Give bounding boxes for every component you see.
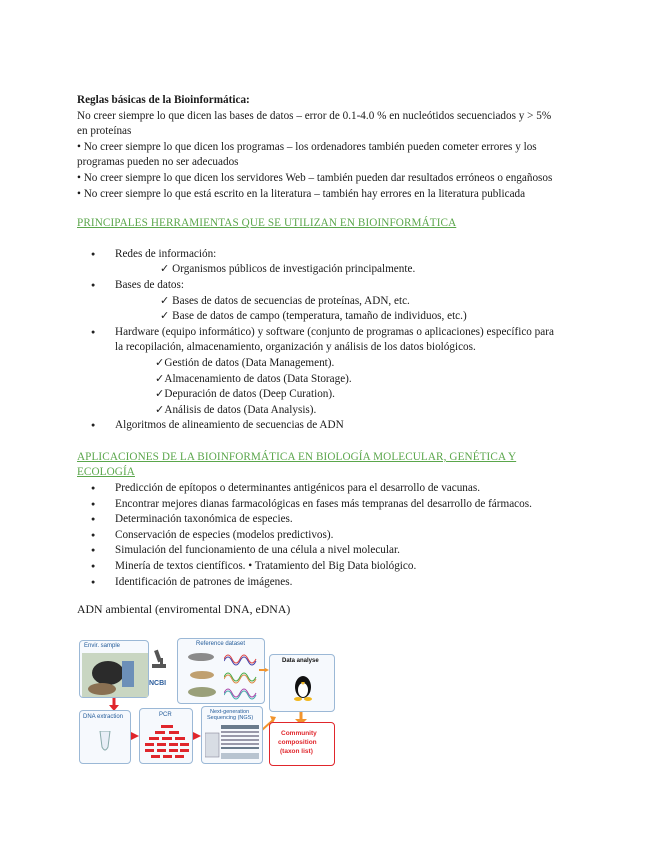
list-item-continuation: la recopilación, almacenamiento, organización y análisis de los datos biológicos. [115, 341, 476, 354]
rules-line: en proteínas [77, 125, 132, 138]
list-item: ● Predicción de epítopos o determinantes antigénicos para el desarrollo de vacunas. [77, 481, 582, 497]
pcr-label: PCR [159, 712, 172, 718]
dna-extraction-box [79, 710, 131, 764]
rules-line: • No creer siempre lo que está escrito en la literatura – también hay errores en la literatura publicada [77, 187, 526, 200]
pcr-amplification-icon [145, 725, 189, 759]
env-sample-label: Envir. sample [84, 643, 121, 649]
check-item: ✓Gestión de datos (Data Management). [155, 356, 335, 369]
list-item: ● Encontrar mejores dianas farmacológicas en fases más tempranas del desarrollo de fármacos. [77, 497, 582, 513]
list-item: ● Bases de datos: [77, 278, 582, 294]
ngs-label-line2: Sequencing (NGS) [207, 715, 254, 721]
ngs-label-line1: Next-generation [210, 709, 250, 715]
check-item: ✓Análisis de datos (Data Analysis). [155, 403, 317, 416]
list-item: ● Minería de textos científicos. • Tratamiento del Big Data biológico. [77, 559, 582, 575]
list-item: ● Conservación de especies (modelos predictivos). [77, 528, 582, 544]
community-label-line1: Community [281, 730, 317, 737]
list-item: ● Identificación de patrones de imágenes. [77, 575, 582, 591]
sequencer-icon [205, 723, 261, 763]
ncbi-logo-label: NCBI [149, 680, 167, 687]
rules-line: • No creer siempre lo que dicen los programas – los ordenadores también pueden cometer errores y los [77, 140, 537, 153]
check-item: ✓Almacenamiento de datos (Data Storage). [155, 372, 352, 385]
test-tube-icon [98, 731, 112, 753]
check-item: ✓ Organismos públicos de investigación principalmente. [160, 263, 416, 276]
community-label-line3: (taxon list) [280, 748, 313, 755]
section-heading-applications-cont: ECOLOGÍA [77, 466, 135, 479]
edna-workflow-diagram [77, 634, 339, 768]
list-item: ● Redes de información: [77, 247, 582, 263]
community-composition-box [269, 722, 335, 766]
community-label-line2: composition [278, 739, 317, 746]
reference-dataset-label: Reference dataset [196, 641, 246, 647]
edna-caption: ADN ambiental (enviromental DNA, eDNA) [77, 602, 291, 617]
dna-extraction-label: DNA extraction [83, 714, 124, 720]
rules-line: programas pueden no ser adecuados [77, 156, 239, 169]
check-item: ✓Depuración de datos (Deep Curation). [155, 388, 335, 401]
list-item: ● Algoritmos de alineamiento de secuencias de ADN [77, 418, 582, 434]
ngs-box [201, 706, 263, 764]
check-item: ✓ Base de datos de campo (temperatura, tamaño de individuos, etc.) [160, 310, 467, 323]
list-item: ● Determinación taxonómica de especies. [77, 512, 582, 528]
tools-list [77, 247, 582, 434]
check-item: ✓ Bases de datos de secuencias de proteínas, ADN, etc. [160, 294, 410, 307]
list-item: ● Simulación del funcionamiento de una célula a nivel molecular. [77, 543, 582, 559]
list-item: ● Hardware (equipo informático) y software (conjunto de programas o aplicaciones) específico para [77, 325, 582, 341]
applications-list [77, 481, 582, 590]
rules-line: No creer siempre lo que dicen las bases de datos – error de 0.1-4.0 % en nucleótidos secuenciados y > 5% [77, 109, 552, 122]
data-analyse-label: Data analyse [282, 658, 319, 664]
document-body [77, 93, 582, 618]
rules-title: Reglas básicas de la Bioinformática: [77, 94, 250, 106]
section-heading-tools: PRINCIPALES HERRAMIENTAS QUE SE UTILIZAN EN BIOINFORMÁTICA [77, 217, 457, 230]
section-heading-applications: APLICACIONES DE LA BIOINFORMÁTICA EN BIOLOGÍA MOLECULAR, GENÉTICA Y [77, 450, 517, 463]
rules-line: • No creer siempre lo que dicen los servidores Web – también pueden dar resultados erróneos o engañosos [77, 171, 553, 184]
pcr-box [139, 708, 193, 764]
